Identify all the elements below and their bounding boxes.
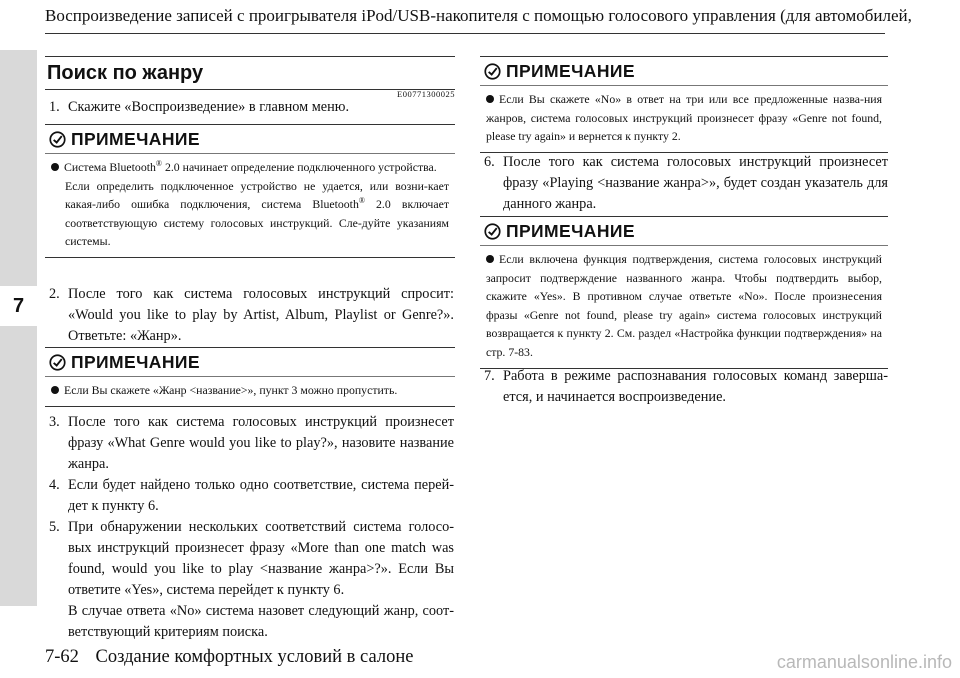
step-5: 5. При обнаружении нескольких соответствий система голосо-вых инструкций произнесет фразу «More than one match was found, would you like to play <название жанра>?». Если Вы ответите «Yes», система перейдет к пункту 6. В случае ответа «No» система назовет следующий жанр, соот-ветствующий критериям поиска. [49,519,454,640]
watermark: carmanualsonline.info [776,652,952,672]
step-7: 7. Работа в режиме распознавания голосовых команд заверша-ется, и начинается воспроизведение. [484,368,888,405]
note-check-icon [484,63,501,80]
step-2: 2. После того как система голосовых инструкций спросит: «Would you like to play by Artist, Album, Playlist or Genre?». Ответьте: «Жанр». [49,286,454,344]
bullet [51,163,59,171]
header-rule [45,33,885,34]
step-3: 3. После того как система голосовых инструкций произнесет фразу «What Genre would you like to play?», назовите название жанра. [49,414,454,472]
running-header: Воспроизведение записей с проигрывателя iPod/USB-накопителя с помощью голосового управления (для автомобилей, [45,6,912,25]
note-check-icon [484,223,501,240]
section-code: E00771300025 [397,89,455,99]
note-check-icon [49,354,66,371]
note-check-icon [49,131,66,148]
note-title: ПРИМЕЧАНИЕ [71,128,200,149]
step-6: 6. После того как система голосовых инструкций произнесет фразу «Playing <название жанра>», будет создан указатель для данного жанра. [484,154,888,212]
footer-chapter-title: Создание комфортных условий в салоне [95,647,414,667]
page-footer [45,647,413,668]
note-box-1: ПРИМЕЧАНИЕ Система Bluetooth® 2.0 начинает определение подключенного устройства. Если определить подключенное устройство не удается, или возни-кает какая-либо ошибка подключения, система Bluetooth® 2.0 включает соответствующую систему голосовых инструкций. Сле-дуйте указаниям системы. [45,124,455,258]
section-heading [45,56,455,90]
step-1: 1. Скажите «Воспроизведение» в главном меню. [49,99,350,115]
page-number: 7-62 [45,647,79,667]
chapter-number: 7 [0,286,37,326]
step-4: 4. Если будет найдено только одно соответствие, система перей-дет к пункту 6. [49,477,454,514]
chapter-side-tab [0,50,37,606]
note-box-4: ПРИМЕЧАНИЕ Если включена функция подтверждения, система голосовых инструкций запросит подтверждение названного жанра. Чтобы подтвердить выбор, скажите «Yes». В противном случае ответьте «No». После произнесения фразы «Genre not found, please try again» система голосовых инструкций возвращается к пункту 2. См. раздел «Настройка функции подтверждения» на стр. 7-83. [480,216,888,369]
note-box-2: ПРИМЕЧАНИЕ Если Вы скажете «Жанр <название>», пункт 3 можно пропустить. [45,347,455,407]
note-box-3: ПРИМЕЧАНИЕ Если Вы скажете «No» в ответ на три или все предложенные назва-ния жанров, система голосовых инструкций произнесет фразу «Genre not found, please try again» и вернется к пункту 2. [480,56,888,153]
section-title: Поиск по жанру [47,62,204,84]
